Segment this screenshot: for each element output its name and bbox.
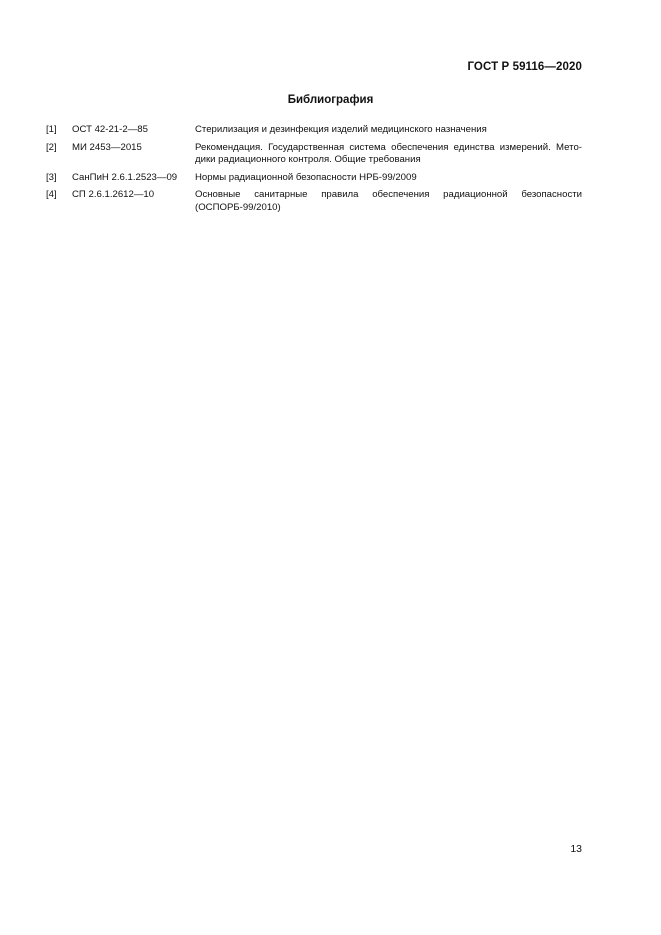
bibliography-item-reference: СанПиН 2.6.1.2523—09: [72, 171, 178, 183]
bibliography-item: [46, 142, 582, 167]
bibliography-item-reference: МИ 2453—2015: [72, 141, 142, 153]
bibliography-item-description: Нормы радиационной безопасности НРБ-99/2009: [195, 171, 417, 183]
bibliography-item: [46, 189, 582, 214]
bibliography-list: [46, 124, 582, 219]
bibliography-item-description: Основные санитарные правила обеспечения радиационной безопасности (ОСПОРБ-99/2010): [195, 189, 582, 213]
page-number: 13: [570, 843, 582, 855]
bibliography-item-reference: СП 2.6.1.2612—10: [72, 189, 155, 200]
bibliography-item-description: Стерилизация и дезинфекция изделий медицинского назначения: [195, 124, 487, 135]
document-code: ГОСТ Р 59116—2020: [467, 61, 582, 73]
bibliography-item-number: [4]: [46, 189, 57, 200]
bibliography-item: [46, 172, 582, 185]
bibliography-item-number: [3]: [46, 171, 57, 183]
bibliography-item-number: [1]: [46, 124, 57, 135]
bibliography-item: [46, 124, 582, 137]
bibliography-item-number: [2]: [46, 141, 57, 153]
bibliography-item-description: Рекомендация. Государственная система обеспечения единства измерений. Методики радиационного контроля. Общие требования: [195, 141, 582, 165]
bibliography-title: Библиография: [287, 94, 374, 106]
bibliography-item-reference: ОСТ 42-21-2—85: [72, 124, 148, 135]
